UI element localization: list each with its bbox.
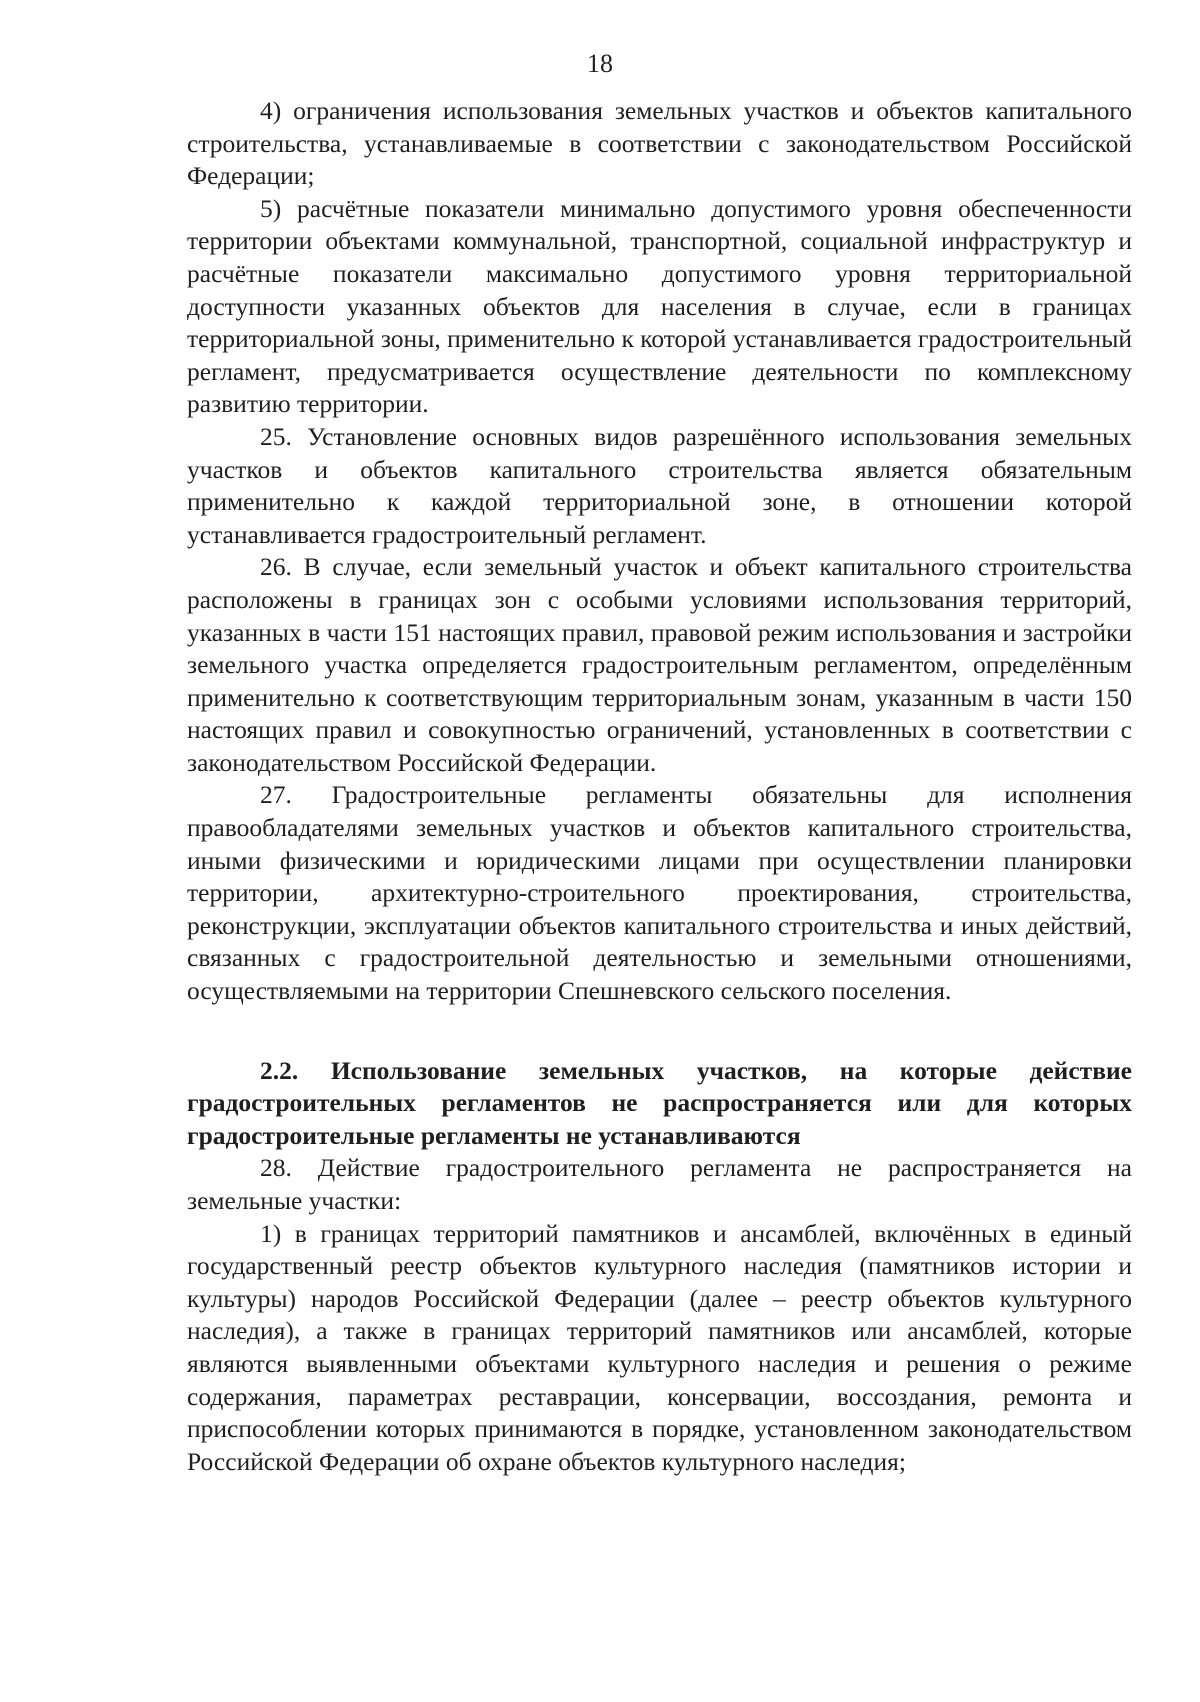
section-heading-2-2: 2.2. Использование земельных участков, на которые действие градостроительных регламентов не распространяется или для которых градостроительные регламенты не устанавливаются xyxy=(187,1055,1132,1150)
paragraph-item-5: 5) расчётные показатели минимально допустимого уровня обеспеченности территории объектами коммунальной, транспортной, социальной инфраструктур и расчётные показатели максимально допустимого уровня территориальной доступности указанных объектов для населения в случае, если в границах территориальной зоны, применительно к которой устанавливается градостроительный регламент, предусматривается осуществление деятельности по комплексному развитию территории. xyxy=(187,193,1132,419)
page-number: 18 xyxy=(587,49,613,78)
paragraph-26: 26. В случае, если земельный участок и объект капитального строительства расположены в границах зон с особыми условиями использования территорий, указанных в части 151 настоящих правил, правовой режим использования и застройки земельного участка определяется градостроительным регламентом, определённым применительно к соответствующим территориальным зонам, указанным в части 150 настоящих правил и совокупностью ограничений, установленных в соответствии с законодательством Российской Федерации. xyxy=(187,552,1132,777)
document-body xyxy=(187,95,1132,1478)
paragraph-28: 28. Действие градостроительного регламента не распространяется на земельные участки: xyxy=(187,1153,1132,1215)
paragraph-27: 27. Градостроительные регламенты обязательны для исполнения правообладателями земельных участков и объектов капитального строительства, иными физическими и юридическими лицами при осуществлении планировки территории, архитектурно-строительного проектирования, строительства, реконструкции, эксплуатации объектов капитального строительства и иных действий, связанных с градостроительной деятельностью и земельными отношениями, осуществляемыми на территории Спешневского сельского поселения. xyxy=(187,780,1132,1006)
paragraph-item-4: 4) ограничения использования земельных участков и объектов капитального строительства, устанавливаемые в соответствии с законодательством Российской Федерации; xyxy=(187,96,1132,191)
paragraph-28-item-1: 1) в границах территорий памятников и ансамблей, включённых в единый государственный реестр объектов культурного наследия (памятников истории и культуры) народов Российской Федерации (далее – реестр объектов культурного наследия), а также в границах территорий памятников или ансамблей, которые являются выявленными объектами культурного наследия и решения о режиме содержания, параметрах реставрации, консервации, воссоздания, ремонта и приспособлении которых принимаются в порядке, установленном законодательством Российской Федерации об охране объектов культурного наследия; xyxy=(187,1218,1132,1476)
paragraph-25: 25. Установление основных видов разрешённого использования земельных участков и объектов капитального строительства является обязательным применительно к каждой территориальной зоне, в отношении которой устанавливается градостроительный регламент. xyxy=(187,421,1132,549)
